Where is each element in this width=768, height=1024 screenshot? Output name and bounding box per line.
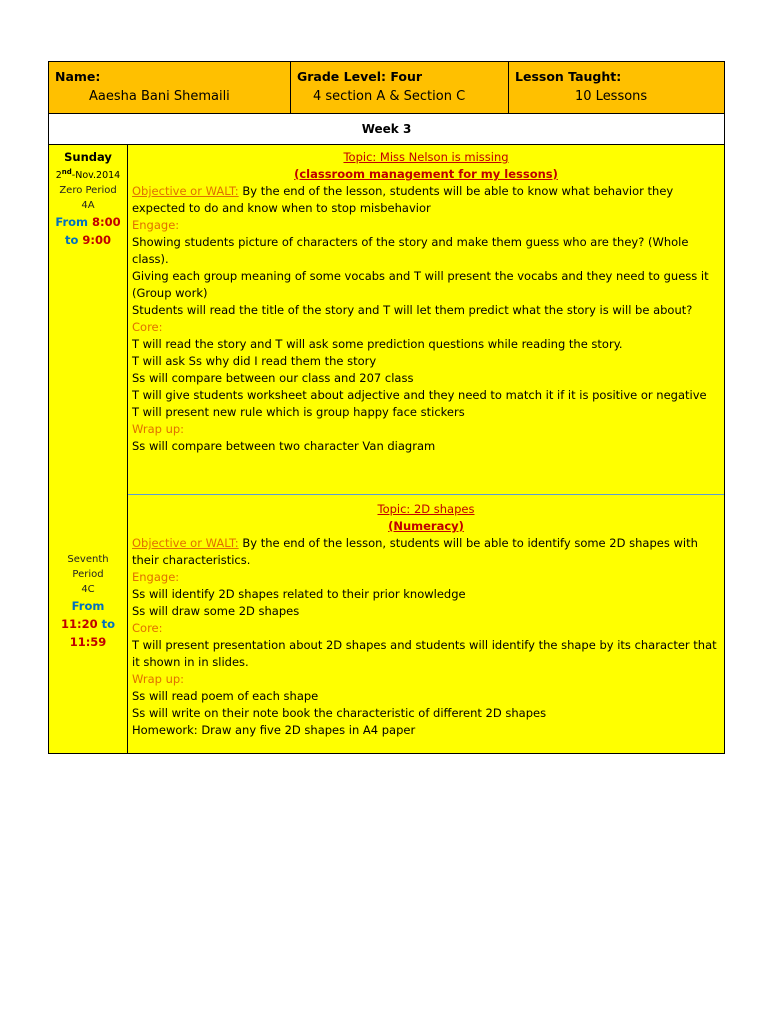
- lesson-2-wrap-label: Wrap up:: [132, 672, 185, 686]
- session-2-period-2: Period: [72, 569, 104, 580]
- lesson-1-engage-label: Engage:: [132, 218, 180, 232]
- lesson-plan-table: [48, 61, 725, 754]
- lesson-2-engage-2: Ss will draw some 2D shapes: [132, 604, 300, 618]
- lesson-1-wrap-label: Wrap up:: [132, 422, 185, 436]
- lesson-2-engage-1: Ss will identify 2D shapes related to their prior knowledge: [132, 587, 466, 601]
- name-label: Name:: [55, 69, 101, 84]
- lesson-2-subtopic: (Numeracy): [388, 519, 464, 533]
- session-2-to-time: 11:59: [69, 635, 107, 649]
- lesson-2-core-label: Core:: [132, 621, 163, 635]
- lesson-1-core-1: T will read the story and T will ask some prediction questions while reading the story.: [132, 337, 623, 351]
- lesson-2-wrap-1: Ss will read poem of each shape: [132, 689, 319, 703]
- lesson-2-wrap-2: Ss will write on their note book the characteristic of different 2D shapes: [132, 706, 547, 720]
- grade-value: 4 section A & Section C: [313, 89, 466, 104]
- name-cell: [49, 62, 291, 113]
- lesson-1-topic: Topic: Miss Nelson is missing: [343, 150, 509, 164]
- lesson-1-core-3: Ss will compare between our class and 207 class: [132, 371, 414, 385]
- lessons-body: [49, 145, 724, 753]
- grade-cell: [291, 62, 509, 113]
- lesson-cell: [509, 62, 724, 113]
- session-2-class: 4C: [81, 584, 95, 595]
- session-1-period: Zero Period: [59, 185, 117, 197]
- lesson-2-wrap-3: Homework: Draw any five 2D shapes in A4 paper: [132, 723, 416, 737]
- lesson-1-wrap-1: Ss will compare between two character Van diagram: [132, 439, 436, 453]
- session-1-class: 4A: [81, 200, 95, 212]
- lesson-content-column: [128, 145, 724, 753]
- session-2-from: 11:20 to: [60, 617, 116, 631]
- header-row: [49, 62, 724, 114]
- session-1-to: to 9:00: [64, 233, 112, 248]
- lesson-2-core-1: T will present presentation about 2D shapes and students will identify the shape by its character that it shown in in slides.: [132, 638, 717, 669]
- lesson-2-objective: Objective or WALT: By the end of the lesson, students will be able to identify some 2D shapes with their characteristics.: [132, 536, 698, 567]
- name-value: Aaesha Bani Shemaili: [89, 89, 230, 104]
- lesson-1-engage-3: Students will read the title of the story and T will let them predict what the story is will be about?: [132, 303, 693, 317]
- lesson-1-core-5: T will present new rule which is group happy face stickers: [132, 405, 465, 419]
- lesson-1-subtopic: (classroom management for my lessons): [294, 167, 558, 181]
- session-1-from: From 8:00: [55, 215, 121, 230]
- schedule-column: [49, 145, 128, 753]
- lesson-1-core-2: T will ask Ss why did I read them the story: [132, 354, 377, 368]
- lesson-2-engage-label: Engage:: [132, 570, 180, 584]
- session-1-info: [49, 149, 127, 249]
- lesson-1-engage-2: Giving each group meaning of some vocabs and T will present the vocabs and they need to guess it (Group work): [132, 269, 709, 300]
- session-2-from-label: From: [71, 599, 105, 613]
- lesson-2-topic: Topic: 2D shapes: [377, 502, 475, 516]
- session-2-period-1: Seventh: [67, 554, 109, 565]
- lesson-divider: [128, 494, 724, 495]
- grade-label: Grade Level: Four: [297, 69, 423, 84]
- lesson-2: [132, 501, 720, 739]
- lesson-1-core-4: T will give students worksheet about adjective and they need to match it if it is positive or negative: [132, 388, 707, 402]
- session-1-date: 2nd-Nov.2014: [55, 168, 121, 182]
- lesson-label: Lesson Taught:: [515, 69, 622, 84]
- lesson-1-objective: Objective or WALT: By the end of the lesson, students will be able to know what behavior they expected to do and know when to stop misbehavior: [132, 184, 674, 215]
- lesson-1-core-label: Core:: [132, 320, 163, 334]
- lesson-1-engage-1: Showing students picture of characters of the story and make them guess who are they? (Whole class).: [132, 235, 689, 266]
- week-title: Week 3: [49, 114, 724, 145]
- lesson-1: [132, 149, 720, 455]
- lesson-value: 10 Lessons: [575, 89, 648, 104]
- session-1-day: Sunday: [64, 150, 112, 164]
- session-2-info: [49, 552, 127, 651]
